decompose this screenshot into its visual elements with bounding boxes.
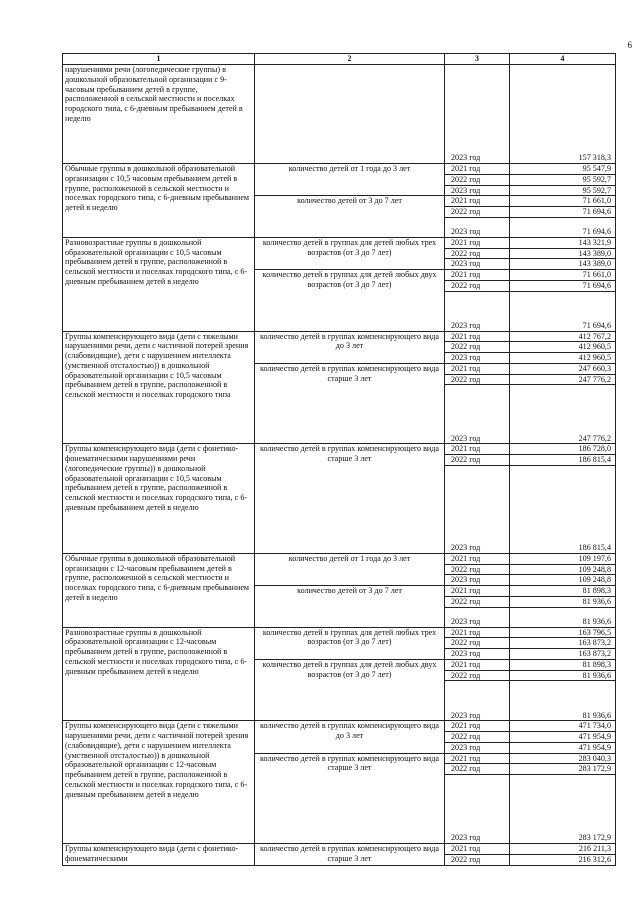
value-cell: 95 592,7	[510, 174, 616, 185]
year-cell: 2023 год	[445, 259, 510, 270]
group-name-cell: Обычные группы в дошкольной образовательной организации с 12-часовым пребыванием детей в группе, расположенной в сельской местности и поселках городского типа, с 6-дневным пребыванием детей в неделю	[63, 553, 255, 627]
year-cell: 2023 год	[445, 649, 510, 660]
year-cell: 2021 год	[445, 270, 510, 281]
year-cell: 2023 год	[445, 775, 510, 844]
year-cell: 2021 год	[445, 844, 510, 855]
header-cell: 4	[510, 54, 616, 65]
indicator-cell: количество детей в группах компенсирующего вида старше 3 лет	[255, 444, 445, 554]
year-cell: 2021 год	[445, 196, 510, 207]
year-cell: 2023 год	[445, 353, 510, 364]
year-cell: 2021 год	[445, 363, 510, 374]
value-cell: 81 898,3	[510, 586, 616, 597]
value-cell: 95 547,9	[510, 164, 616, 175]
year-cell: 2021 год	[445, 586, 510, 597]
year-cell: 2023 год	[445, 385, 510, 444]
indicator-cell: количество детей от 3 до 7 лет	[255, 196, 445, 238]
indicator-cell: количество детей в группах для детей любых двух возрастов (от 3 до 7 лет)	[255, 270, 445, 332]
year-cell: 2021 год	[445, 659, 510, 670]
table-row	[63, 553, 616, 564]
value-cell: 109 197,6	[510, 553, 616, 564]
group-name-cell: Разновозрастные группы в дошкольной образовательной организации с 10,5 часовым пребыванием детей в группе, расположенной в сельской местности и поселках городского типа, с 6-дневным пребыванием детей в неделю	[63, 237, 255, 331]
group-name-cell: Группы компенсирующего вида (дети с тяжелыми нарушениями речи, дети с частичной потерей зрения (слабовидящие), дети с нарушением интеллекта (умственной отсталостью)) в дошкольной образовательной организации с 10,5 часовым пребыванием детей в группе, расположенной в сельской местности и поселках городского типа	[63, 331, 255, 444]
value-cell: 71 661,0	[510, 270, 616, 281]
header-row	[63, 54, 616, 65]
year-cell: 2022 год	[445, 764, 510, 775]
indicator-cell: количество детей в группах компенсирующего вида старше 3 лет	[255, 363, 445, 444]
year-cell: 2021 год	[445, 553, 510, 564]
table-row	[63, 721, 616, 732]
value-cell: 71 661,0	[510, 196, 616, 207]
group-name-cell: Обычные группы в дошкольной образовательной организации с 10,5 часовым пребыванием детей в группе, расположенной в сельской местности и поселках городского типа, с 6-дневным пребыванием детей в неделю	[63, 164, 255, 238]
year-cell: 2023 год	[445, 65, 510, 164]
value-cell: 81 936,6	[510, 596, 616, 607]
year-cell: 2022 год	[445, 248, 510, 259]
value-cell: 71 694,6	[510, 280, 616, 291]
indicator-cell: количество детей от 1 года до 3 лет	[255, 164, 445, 196]
header-cell: 1	[63, 54, 255, 65]
indicator-cell: количество детей в группах компенсирующего вида до 3 лет	[255, 721, 445, 753]
year-cell: 2021 год	[445, 331, 510, 342]
table-row	[63, 237, 616, 248]
year-cell: 2022 год	[445, 280, 510, 291]
year-cell: 2023 год	[445, 185, 510, 196]
value-cell: 412 960,5	[510, 353, 616, 364]
value-cell: 81 898,3	[510, 659, 616, 670]
page-number: 6	[627, 40, 632, 50]
value-cell: 247 776,2	[510, 374, 616, 385]
value-cell: 95 592,7	[510, 185, 616, 196]
header-cell: 3	[445, 54, 510, 65]
value-cell: 247 660,3	[510, 363, 616, 374]
indicator-cell: количество детей в группах компенсирующего вида старше 3 лет	[255, 753, 445, 844]
value-cell: 412 960,5	[510, 342, 616, 353]
value-cell: 186 815,4	[510, 455, 616, 466]
year-cell: 2023 год	[445, 465, 510, 553]
value-cell: 81 936,6	[510, 607, 616, 627]
indicator-cell: количество детей в группах для детей любых трех возрастов (от 3 до 7 лет)	[255, 627, 445, 659]
year-cell: 2021 год	[445, 237, 510, 248]
group-name-cell: Группы компенсирующего вида (дети с тяжелыми нарушениями речи, дети с частичной потерей зрения (слабовидящие), дети с нарушением интеллекта (умственной отсталостью)) в дошкольной образовательной организации с 12-часовым пребыванием детей в группе, расположенной в сельской местности и поселках городского типа, с 6-дневным пребыванием детей в неделю	[63, 721, 255, 844]
value-cell: 71 694,6	[510, 291, 616, 331]
table-row	[63, 331, 616, 342]
value-cell: 109 248,8	[510, 564, 616, 575]
year-cell: 2022 год	[445, 207, 510, 218]
year-cell: 2022 год	[445, 854, 510, 865]
indicator-cell: количество детей от 1 года до 3 лет	[255, 553, 445, 585]
value-cell: 81 936,6	[510, 681, 616, 721]
indicator-cell	[255, 65, 445, 164]
indicator-cell: количество детей в группах для детей любых трех возрастов (от 3 до 7 лет)	[255, 237, 445, 269]
value-cell: 412 767,2	[510, 331, 616, 342]
group-name-cell: Группы компенсирующего вида (дети с фонетико-фонематическими	[63, 844, 255, 866]
table-row	[63, 164, 616, 175]
value-cell: 143 321,9	[510, 237, 616, 248]
year-cell: 2022 год	[445, 638, 510, 649]
year-cell: 2022 год	[445, 174, 510, 185]
value-cell: 471 954,9	[510, 732, 616, 743]
group-name-cell: Группы компенсирующего вида (дети с фонетико-фонематическими нарушениями речи (логопедические группы)) в дошкольной образовательной организации с 10,5 часовым пребыванием детей в группе, расположенной в сельской местности и поселках городского типа, с 6-дневным пребыванием детей в неделю	[63, 444, 255, 554]
group-name-cell: нарушениями речи (логопедические группы) в дошкольной образовательной организации с 9-часовым пребыванием детей в группе, расположенной в сельской местности и поселках городского типа, с 6-дневным пребыванием детей в неделю	[63, 65, 255, 164]
value-cell: 163 873,2	[510, 638, 616, 649]
value-cell: 471 954,9	[510, 742, 616, 753]
year-cell: 2022 год	[445, 455, 510, 466]
year-cell: 2022 год	[445, 374, 510, 385]
year-cell: 2022 год	[445, 732, 510, 743]
year-cell: 2023 год	[445, 291, 510, 331]
value-cell: 71 694,6	[510, 217, 616, 237]
year-cell: 2021 год	[445, 627, 510, 638]
tariff-table	[62, 53, 616, 866]
header-cell: 2	[255, 54, 445, 65]
value-cell: 186 815,4	[510, 465, 616, 553]
year-cell: 2021 год	[445, 753, 510, 764]
table-row	[63, 627, 616, 638]
year-cell: 2023 год	[445, 681, 510, 721]
value-cell: 109 248,8	[510, 575, 616, 586]
group-name-cell: Разновозрастные группы в дошкольной образовательной организации с 12-часовым пребыванием детей в группе, расположенной в сельской местности и поселках городского типа, с 6-дневным пребыванием детей в неделю	[63, 627, 255, 721]
table-row	[63, 65, 616, 164]
year-cell: 2023 год	[445, 742, 510, 753]
indicator-cell: количество детей в группах компенсирующего вида до 3 лет	[255, 331, 445, 363]
year-cell: 2022 год	[445, 564, 510, 575]
value-cell: 143 389,0	[510, 259, 616, 270]
indicator-cell: количество детей от 3 до 7 лет	[255, 586, 445, 628]
year-cell: 2022 год	[445, 342, 510, 353]
year-cell: 2023 год	[445, 607, 510, 627]
year-cell: 2021 год	[445, 164, 510, 175]
table-row	[63, 444, 616, 455]
value-cell: 471 734,0	[510, 721, 616, 732]
value-cell: 143 389,0	[510, 248, 616, 259]
value-cell: 283 172,9	[510, 764, 616, 775]
year-cell: 2022 год	[445, 670, 510, 681]
value-cell: 186 728,0	[510, 444, 616, 455]
value-cell: 216 211,3	[510, 844, 616, 855]
year-cell: 2022 год	[445, 596, 510, 607]
year-cell: 2023 год	[445, 217, 510, 237]
year-cell: 2023 год	[445, 575, 510, 586]
value-cell: 283 172,9	[510, 775, 616, 844]
value-cell: 247 776,2	[510, 385, 616, 444]
value-cell: 163 873,2	[510, 649, 616, 660]
year-cell: 2021 год	[445, 721, 510, 732]
indicator-cell: количество детей в группах для детей любых двух возрастов (от 3 до 7 лет)	[255, 659, 445, 721]
value-cell: 163 796,5	[510, 627, 616, 638]
year-cell: 2021 год	[445, 444, 510, 455]
value-cell: 216 312,6	[510, 854, 616, 865]
value-cell: 81 936,6	[510, 670, 616, 681]
value-cell: 283 040,3	[510, 753, 616, 764]
table-row	[63, 844, 616, 855]
value-cell: 71 694,6	[510, 207, 616, 218]
indicator-cell: количество детей в группах компенсирующего вида старше 3 лет	[255, 844, 445, 866]
value-cell: 157 318,3	[510, 65, 616, 164]
